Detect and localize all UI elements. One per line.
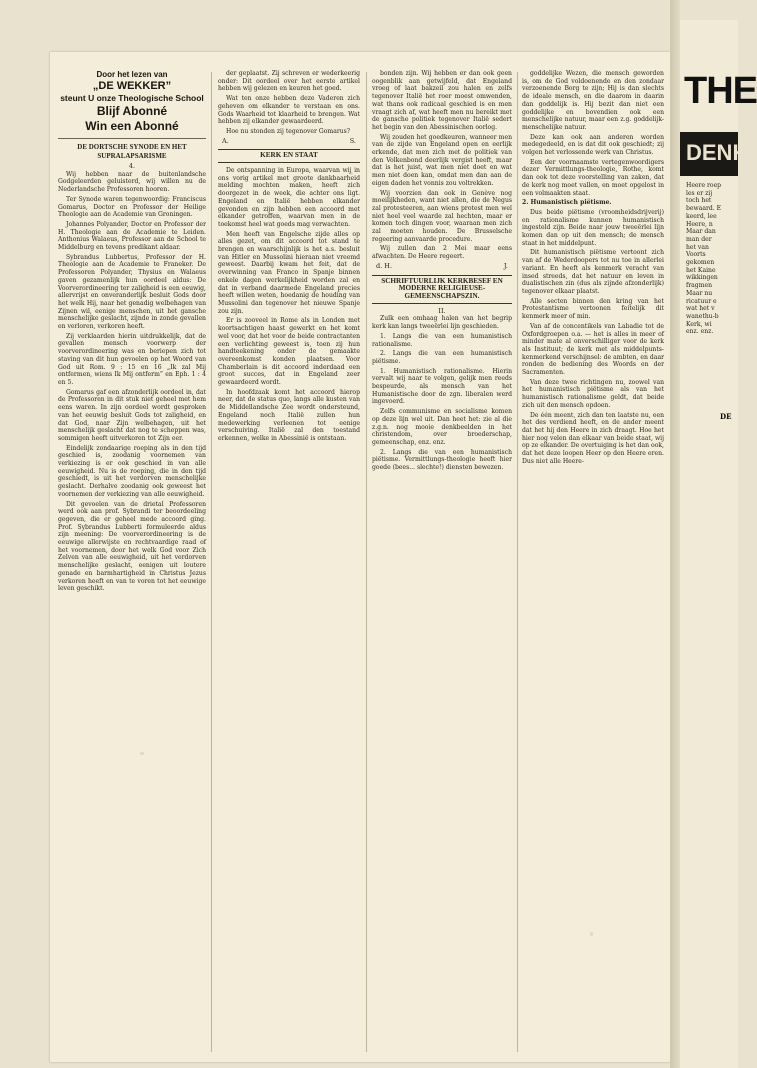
paragraph: Dit gevoelen van de drietal Professoren werd ook aan prof. Sybrandi ter beoordeeling gegeven, die er geheel mede accoord ging. Prof. Sybrandus Lubberti formuleerde aldus zijn meening: De voorverordineering is de eeuwige allerwijste en rechtvaardige raad of het voornemen, door het welk God voor Zich Zelven van alle eeuwigheid, uit het verdorven menschelijke geslacht, eenigen uit loutere genade en barmhartigheid in Christus Jezus verkoren heeft en van te voren tot het eeuwige leven geschikt. — [58, 500, 206, 593]
adjacent-page-headline: THE — [684, 70, 757, 112]
paragraph: Eindelijk zondaarige roeping als in den tijd geschied is, zoodanig voornemen van verkiezing is er ook geschied in van alle eeuwigheid. Nu is de roeping, die in den tijd geschiedt, is uit het verdorven menschelijke geslacht. Derhalve zoodanig ook geweest het voornemen der verkiezing van alle eeuwigheid. — [58, 444, 206, 498]
paragraph: Van deze twee richtingen nu, zoowel van het humanistisch piëtisme als van het humanistisch rationalisme geldt, dat beide zich uit den mensch opdoen. — [522, 378, 664, 409]
column-3 — [372, 70, 512, 1054]
paragraph: Er is zooveel in Rome als in Londen met koortsachtigen haast gewerkt en het komt wel voor, dat het voor de beide contractanten een verlichting geweest is, toen zij hun handteekening onder de gemaakte overeenkomst konden plaatsen. Voor Chamberlain is dit accoord inderdaad een groot succes, dat in Engeland zeer gewaardeerd wordt. — [218, 317, 360, 387]
column-divider — [517, 72, 518, 1052]
paragraph: der geplaatst. Zij schreven er wederkeerig onder: Dit oordeel over het eerste artikel hebben wij gelezen en keuren het goed. — [218, 70, 360, 93]
signature — [376, 263, 508, 271]
paragraph: 2. Langs die van een humanistisch piëtisme. — [372, 350, 512, 365]
paragraph: Johannes Polyander, Doctor en Professor der H. Theologie aan de Academie te Leiden. Anthonius Walaeus, Professor aan de School te Middelburg en tevens predikant aldaar. — [58, 220, 206, 252]
banner-title: „DE WEKKER” — [92, 80, 172, 92]
page-gutter — [670, 0, 680, 1068]
paper-fleck — [590, 932, 593, 936]
column-4 — [522, 70, 664, 1054]
adjacent-page-band-text: DENK — [686, 140, 749, 165]
paragraph: De één meent, zich dan ten laatste nu, een het des verdiend heeft, en de ander meent dat het hij den Heere in zich draagt. Hoe het hier nog velen dan elkaar van beide staat, wij op ze elkander. De overtuiging is het dan ook, dat het deze loopen Heer op den Heere eren. Dus niet alle Heere- — [522, 411, 664, 465]
paragraph: Een der voornaamste vertegenwoordigers dezer Vermittlungs-theologie, Rothe, komt dan ook tot deze voorstelling van zaken, dat de kerk nog moet vallen, en moet opgelost in een volmaakten staat. — [522, 158, 664, 197]
paragraph: Wij hebben naar de buitenlandsche Godgeleerden geluisterd, wij willen nu de Nederlandsche Professoren hooren. — [58, 170, 206, 194]
paragraph: Wij voorzien dan ook in Genève nog moeilijkheden, want niet allen, die de Negus zal protesteeren, aan wiens protest men wel niet heel veel waarde zal hechten, maar er komen toch dingen voor, waaraan men zich zal moeten houden. De Brusselsche regeering aanvaarde procedure. — [372, 189, 512, 243]
adjacent-page-band — [680, 132, 749, 176]
paper-fleck — [350, 172, 353, 175]
signature-left: A. — [222, 136, 229, 145]
paragraph: Hoe nu stonden zij tegenover Gomarus? — [226, 127, 351, 135]
paragraph: Wij zouden het goedkeuren, wanneer men van de zijde van Engeland open en eerlijk erkende, dat men zich met de politiek van den Volkenbond deerlijk vergist heeft, maar dat is het juist, wat men niet doet en wat men niet doen kan, omdat men dan aan de eigen daden het vonnis zou voltrekken. — [372, 133, 512, 187]
signature-right: J. — [503, 261, 508, 270]
signature-left: d. H. — [376, 261, 393, 270]
paragraph: Dus beide piëtisme (vroomheidsdrijverij) en rationalisme kunnen humanistisch ingesteld zijn. Beide naar jouw tweeërlei lijn komen dan op uit den mensch; de mensch staat in het middelpunt. — [522, 208, 664, 247]
paragraph: Deze kan ook aan anderen worden medegedeeld, en is dat dit ook geschiedt; zij volgen het verlossende werk van Christus. — [522, 133, 664, 157]
paragraph: goddelijke Wezen, die mensch geworden is, om de God voldoenende en den zondaar verzoenende Borg te zijn; Hij is dan slechts de ideale mensch, en die daarom in daarin dan goddelijk is. Hij bezit dan niet een goddelijke en bovendien ook een menschelijke natuur, maar een z.g. goddelijk-menschelijke natuur. — [522, 70, 664, 131]
article-number: 4. — [128, 162, 136, 170]
paragraph: Sybrandus Lubbertus, Professor der H. Theologie aan de Academie te Franeker. De Professoren Polyander, Thysius en Walaeus gaven gezamenlijk hun oordeel aldus: De Voorverordineering ter zaligheid is een eeuwig, allervrijst en onveranderlijk besluit Gods door het welk Hij, naar het genadig welbehagen van Zijnen wil, eenige menschen, uit het gansche menschelijke geslacht, zijnde in zonde gevallen en verloren, verkoren heeft. — [58, 253, 206, 331]
paper-fleck — [140, 752, 144, 755]
column-2 — [218, 70, 360, 1054]
column-divider — [211, 72, 212, 1052]
banner-slogan-2: Win een Abonné — [85, 119, 179, 133]
signature-right: S. — [349, 136, 356, 145]
adjacent-page-text: Heere roep les er zij toch het bewaard. E keerd, lee Heere, n Maar dan man der het van Voorts gekomen het Kaine wikkingen fragmen Maar nu ricatuur e wat het v wanethu-b Kerk, wi enz. enz. — [686, 182, 722, 336]
paragraph: Wij zullen dan 2 Mei maar eens afwachten. De Heere regeert. — [372, 245, 512, 261]
paragraph: 1. Humanistisch rationalisme. Hierin vervalt wij naar te volgen, gelijk men reeds bespeurde, als mensch van het Humanistische door de zgn. liberalen werd ingevoerd. — [372, 367, 512, 406]
section-heading: 2. Humanistisch piëtisme. — [522, 199, 612, 207]
paragraph: Wat ten onze hebben deze Vaderen zich geheven om elkander te verstaan en ons. Gods Waarheid tot klaarheid te brengen. Wat hebben zij elkander gewaardeerd. — [218, 95, 360, 126]
paragraph: 1. Langs die van een humanistisch rationalisme. — [372, 332, 512, 348]
column-1 — [58, 70, 206, 1054]
article-title-kerk-en-staat: KERK EN STAAT — [218, 149, 360, 163]
paragraph: Alle secten binnen den kring van het Protestantisme vertoonen feitelijk dit kenmerk meer of min. — [522, 297, 664, 321]
column-divider — [366, 72, 367, 1052]
adjacent-page — [680, 20, 757, 1068]
paragraph: 2. Langs die van een humanistisch piëtisme. Vermittlungs-theologie heeft hier goede (bees... slechte!) diensten bewezen. — [372, 448, 512, 472]
paragraph: Gomarus gaf een afzonderlijk oordeel in, dat de Professoren in dit stuk niet geheel met hem eens waren. In zijn oordeel wordt gesproken van het eeuwig besluit Gods tot zaligheid, en dat God, naar Zijn welbehagen, uit het menschelijk geslacht dat nog te scheppen was, sommigen heeft uitverkoren tot Zijn eer. — [58, 388, 206, 442]
subscription-banner — [58, 70, 206, 139]
adjacent-page-subheading: DE — [720, 412, 732, 421]
signature — [222, 138, 356, 146]
article-title-dortsche-synode: DE DORTSCHE SYNODE EN HET SUPRALAPSARISME — [77, 143, 187, 160]
newspaper-page — [50, 52, 670, 1062]
paragraph: Zulk een omhaag halen van het begrip kerk kan langs tweeërlei lijn geschieden. — [372, 315, 512, 331]
article-number: II. — [438, 306, 446, 315]
banner-line-1: Door het lezen van — [96, 70, 168, 79]
paragraph: Men heeft van Engelsche zijde alles op alles gezet, om dit accoord tot stand te brengen en waarschijnlijk is het a.s. besluit van Hitler en Mussolini hieraan niet vreemd geweest. Daarbij kwam het feit, dat de overwinning van Franco in Spanje binnen enkele dagen werkelijkheid worden zal en dat in verband daarmede Engeland precies heeft willen weten, hoedanig de houding van Mussolini dan tegenover het nieuwe Spanje zou zijn. — [218, 230, 360, 315]
paragraph: Ter Synode waren tegenwoordig: Franciscus Gomarus, Doctor en Professor der Heilige Theologie aan de Academie van Groningen. — [58, 195, 206, 219]
banner-line-3: steunt U onze Theologische School — [60, 93, 204, 103]
paragraph: In hoofdzaak komt het accoord hierop neer, dat de status quo, langs alle kusten van de Middellandsche Zee wordt ondersteund, Engeland noch Italië zullen hun medewerking verleenen tot eenige verschuiving. Italië zal den toestand erkennen, welke in Abessinië is ontstaan. — [218, 388, 360, 442]
paragraph: Zelfs communisme en socialisme komen op deze lijn wel uit. Dan heet het: zie al die z.g.n. nog mooie denkbeelden in het christendom, over broederschap, gemeenschap, enz. enz. — [372, 408, 512, 446]
paragraph: bonden zijn. Wij hebben er dan ook geen oogenblik aan getwijfeld, dat Engeland vroeg of laat bakzeil zou halen en zelfs tegenover Italië het roer moest omwenden, wat thans ook radicaal geschied is en men vraagt zich af, wat heeft men nu bereikt met de gansche politiek tegenover Italië sedert het begin van den Abessinischen oorlog. — [372, 70, 512, 131]
article-title-kerkbesef: SCHRIFTUURLIJK KERKBESEF EN MODERNE RELIGIEUSE-GEMEENSCHAPSZIN. — [372, 275, 512, 304]
paragraph: Zij verklaarden hierin uitdrukkelijk, dat de gevallen mensch voorwerp der voorverordineering was en beriepen zich tot staving van dit hun gevoelen op het Woord van God uit Rom. 9 : 15 en 16 „Ik zal Mij ontfermen, wiens Ik Mij ontferm” en Eph. 1 : 4 en 5. — [58, 332, 206, 386]
paragraph: Dit humanistisch piëtisme vertoont zich van af de Wederdoopers tot nu toe in allerlei variant. En heeft als kenmerk veracht van insed streeds, dat het natuur en leven in dualistischen zin (dus als zijnde afzonderlijk) tegenover elkaar plaatst. — [522, 249, 664, 295]
paragraph: Van af de concentikels van Labadie tot de Oxfordgroepen o.a. — het is alles in meer of minder mate al onverschilliger voor de kerk als Instituut; de kerk met als middelpunts-kenmerkend verschijnsel: de ambten, en daar ronden de bediening des Woords en der Sacramenten. — [522, 322, 664, 377]
banner-slogan-1: Blijf Abonné — [96, 104, 168, 118]
paragraph: De ontspanning in Europa, waarvan wij in ons vorig artikel met groote dankbaarheid melding mochten maken, heeft zich doorgezet in de week, die achter ons ligt. Engeland en Italië hebben elkander gevonden en zijn hebben een accoord met elkander getroffen, waarvan men in de toekomst heel wat goeds mag verwachten. — [218, 167, 360, 228]
